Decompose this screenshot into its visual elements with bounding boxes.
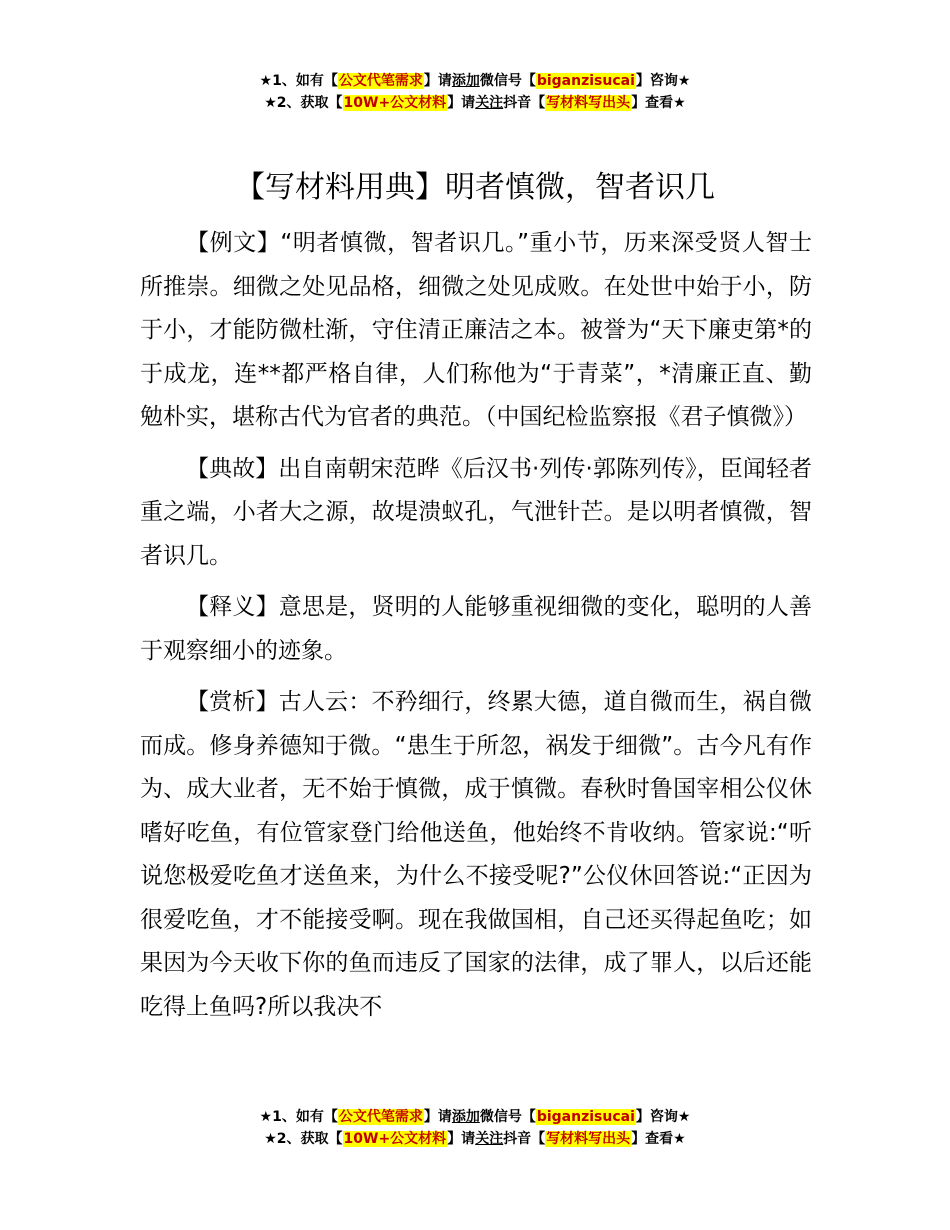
paragraph-text: “明者慎微，智者识几。”重小节，历来深受贤人智士所推崇。细微之处见品格，细微之处见成败。在处世中始于小，防于小，才能防微杜渐，守住清正廉洁之本。被誉为“天下廉吏第*的于成龙，连**都严格自律，人们称他为“于青菜”，*清廉正直、勤勉朴实，堪称古代为官者的典范。（中国纪检监察报《君子慎微》）: [140, 230, 812, 430]
banner-line-2: [0, 1128, 950, 1150]
banner-text: 】请: [423, 73, 452, 89]
banner-emphasis: 关注: [475, 95, 504, 111]
banner-text: 抖音【: [503, 95, 546, 111]
paragraph-meaning: [140, 586, 812, 673]
banner-emphasis: 添加: [451, 73, 480, 89]
banner-line-1: [0, 1106, 950, 1128]
paragraph-label: 【典故】: [186, 455, 279, 482]
banner-text: 】请: [447, 1131, 476, 1147]
banner-text: 】请: [423, 1109, 452, 1125]
banner-highlight-wechat-id: biganzisucai: [536, 1109, 635, 1125]
paragraph-text: 出自南朝宋范晔《后汉书·列传·郭陈列传》，臣闻轻者重之端，小者大之源，故堤溃蚁孔，气泄针芒。是以明者慎微，智者识几。: [140, 455, 813, 569]
banner-text: ★2、获取【: [264, 95, 343, 111]
banner-text: 微信号【: [479, 1109, 536, 1125]
banner-line-2: [0, 92, 950, 114]
banner-text: ★1、如有【: [259, 73, 338, 89]
banner-emphasis: 添加: [451, 1109, 480, 1125]
banner-highlight-materials: 10W+公文材料: [343, 95, 447, 111]
banner-text: 】咨询★: [635, 73, 691, 89]
paragraph-label: 【释义】: [186, 594, 279, 620]
paragraph-appreciation: [140, 681, 812, 1029]
banner-highlight-wechat-id: biganzisucai: [536, 73, 635, 89]
banner-highlight-materials: 10W+公文材料: [343, 1131, 447, 1147]
banner-text: 】查看★: [631, 1131, 686, 1147]
banner-text: 】咨询★: [635, 1109, 691, 1125]
paragraph-example: [140, 222, 812, 440]
banner-highlight-service: 公文代笔需求: [338, 73, 423, 89]
document-title: 【写材料用典】明者慎微，智者识几: [235, 170, 715, 205]
banner-text: 】请: [447, 95, 476, 111]
paragraph-text: 意思是，贤明的人能够重视细微的变化，聪明的人善于观察细小的迹象。: [140, 594, 813, 664]
banner-line-1: [0, 70, 950, 92]
banner-highlight-douyin: 写材料写出头: [546, 95, 631, 111]
banner-emphasis: 关注: [475, 1131, 504, 1147]
paragraph-allusion: [140, 448, 812, 579]
paragraph-label: 【例文】: [186, 230, 281, 256]
banner-text: 抖音【: [503, 1131, 546, 1147]
paragraph-text: 古人云：不矜细行，终累大德，道自微而生，祸自微而成。修身养德知于微。“患生于所忽，祸发于细微”。古今凡有作为、成大业者，无不始于慎微，成于慎微。春秋时鲁国宰相公仪休嗜好吃鱼，有位管家登门给他送鱼，他始终不肯收纳。管家说:“听说您极爱吃鱼才送鱼来，为什么不接受呢?”公仪休回答说:“正因为很爱吃鱼，才不能接受啊。现在我做国相，自己还买得起鱼吃；如果因为今天收下你的鱼而违反了国家的法律，成了罪人，以后还能吃得上鱼吗?所以我决不: [140, 689, 813, 1020]
banner-text: 微信号【: [479, 73, 536, 89]
banner-text: ★2、获取【: [264, 1131, 343, 1147]
paragraph-label: 【赏析】: [186, 689, 279, 715]
banner-highlight-douyin: 写材料写出头: [546, 1131, 631, 1147]
banner-text: ★1、如有【: [259, 1109, 338, 1125]
header-banner: [0, 70, 950, 114]
banner-text: 】查看★: [631, 95, 686, 111]
footer-banner: [0, 1106, 950, 1150]
document-body: [140, 222, 812, 1037]
banner-highlight-service: 公文代笔需求: [338, 1109, 423, 1125]
